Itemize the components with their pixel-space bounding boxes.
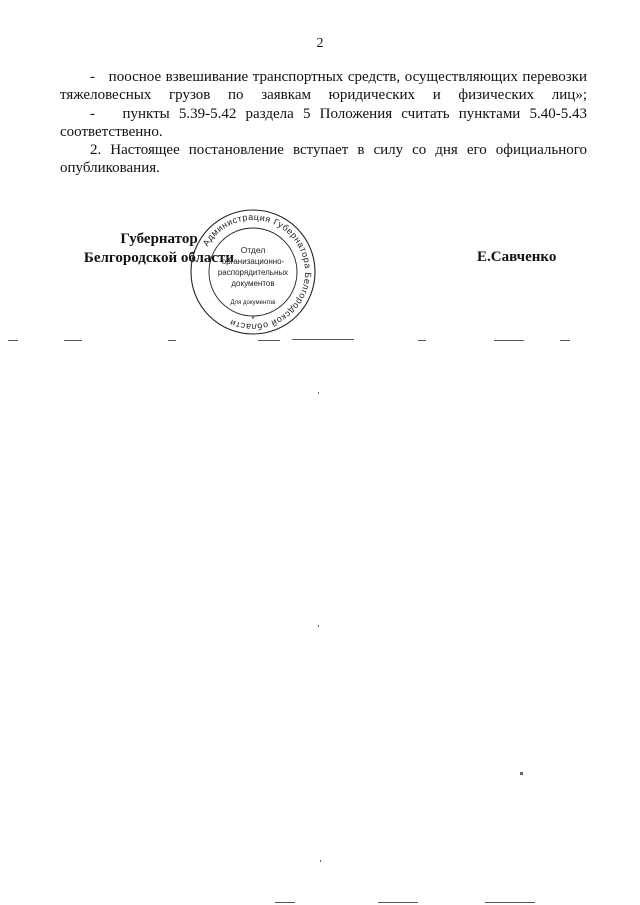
official-seal-stamp <box>188 207 318 337</box>
paragraph-items-text: - пункты 5.39-5.42 раздела 5 Положения считать пунктами 5.40-5.43 соответственно. <box>60 106 587 140</box>
signature-name: Е.Савченко <box>477 249 557 265</box>
signature-title-line1: Губернатор <box>120 231 198 247</box>
scan-mark <box>494 340 524 341</box>
stamp-ring-text: Администрация Губернатора Белгородской области <box>200 211 314 333</box>
stamp-bottom-text: Для документов <box>230 300 276 306</box>
paragraph-items <box>60 106 587 141</box>
scan-mark <box>320 860 321 862</box>
scan-mark <box>8 340 18 341</box>
scan-mark <box>258 340 280 341</box>
stamp-center-line3: распорядительных <box>217 268 289 277</box>
paragraph-effective <box>60 142 587 177</box>
scan-mark <box>520 772 523 775</box>
stamp-star-icon: * <box>251 315 255 324</box>
stamp-center-line4: документов <box>231 279 275 288</box>
scan-mark <box>64 340 82 341</box>
stamp-center-line1: Отдел <box>240 245 266 255</box>
page-number: 2 <box>316 36 324 51</box>
scan-mark <box>378 902 418 903</box>
stamp-center-line2: организационно- <box>221 257 285 266</box>
signature-title-line2: Белгородской области <box>83 250 235 266</box>
scan-mark <box>168 340 176 341</box>
scan-mark <box>292 339 354 340</box>
scan-mark <box>560 340 570 341</box>
paragraph-weighing <box>60 69 587 104</box>
scan-mark <box>318 392 319 394</box>
scan-mark <box>418 340 426 341</box>
paragraph-effective-text: 2. Настоящее постановление вступает в силу со дня его официального опубликования. <box>60 142 587 176</box>
paragraph-weighing-text: - поосное взвешивание транспортных средств, осуществляющих перевозки тяжеловесных грузов по заявкам юридических и физических лиц»; <box>60 69 587 103</box>
scan-mark <box>275 902 295 903</box>
scan-mark <box>485 902 535 903</box>
scan-mark <box>318 625 319 627</box>
